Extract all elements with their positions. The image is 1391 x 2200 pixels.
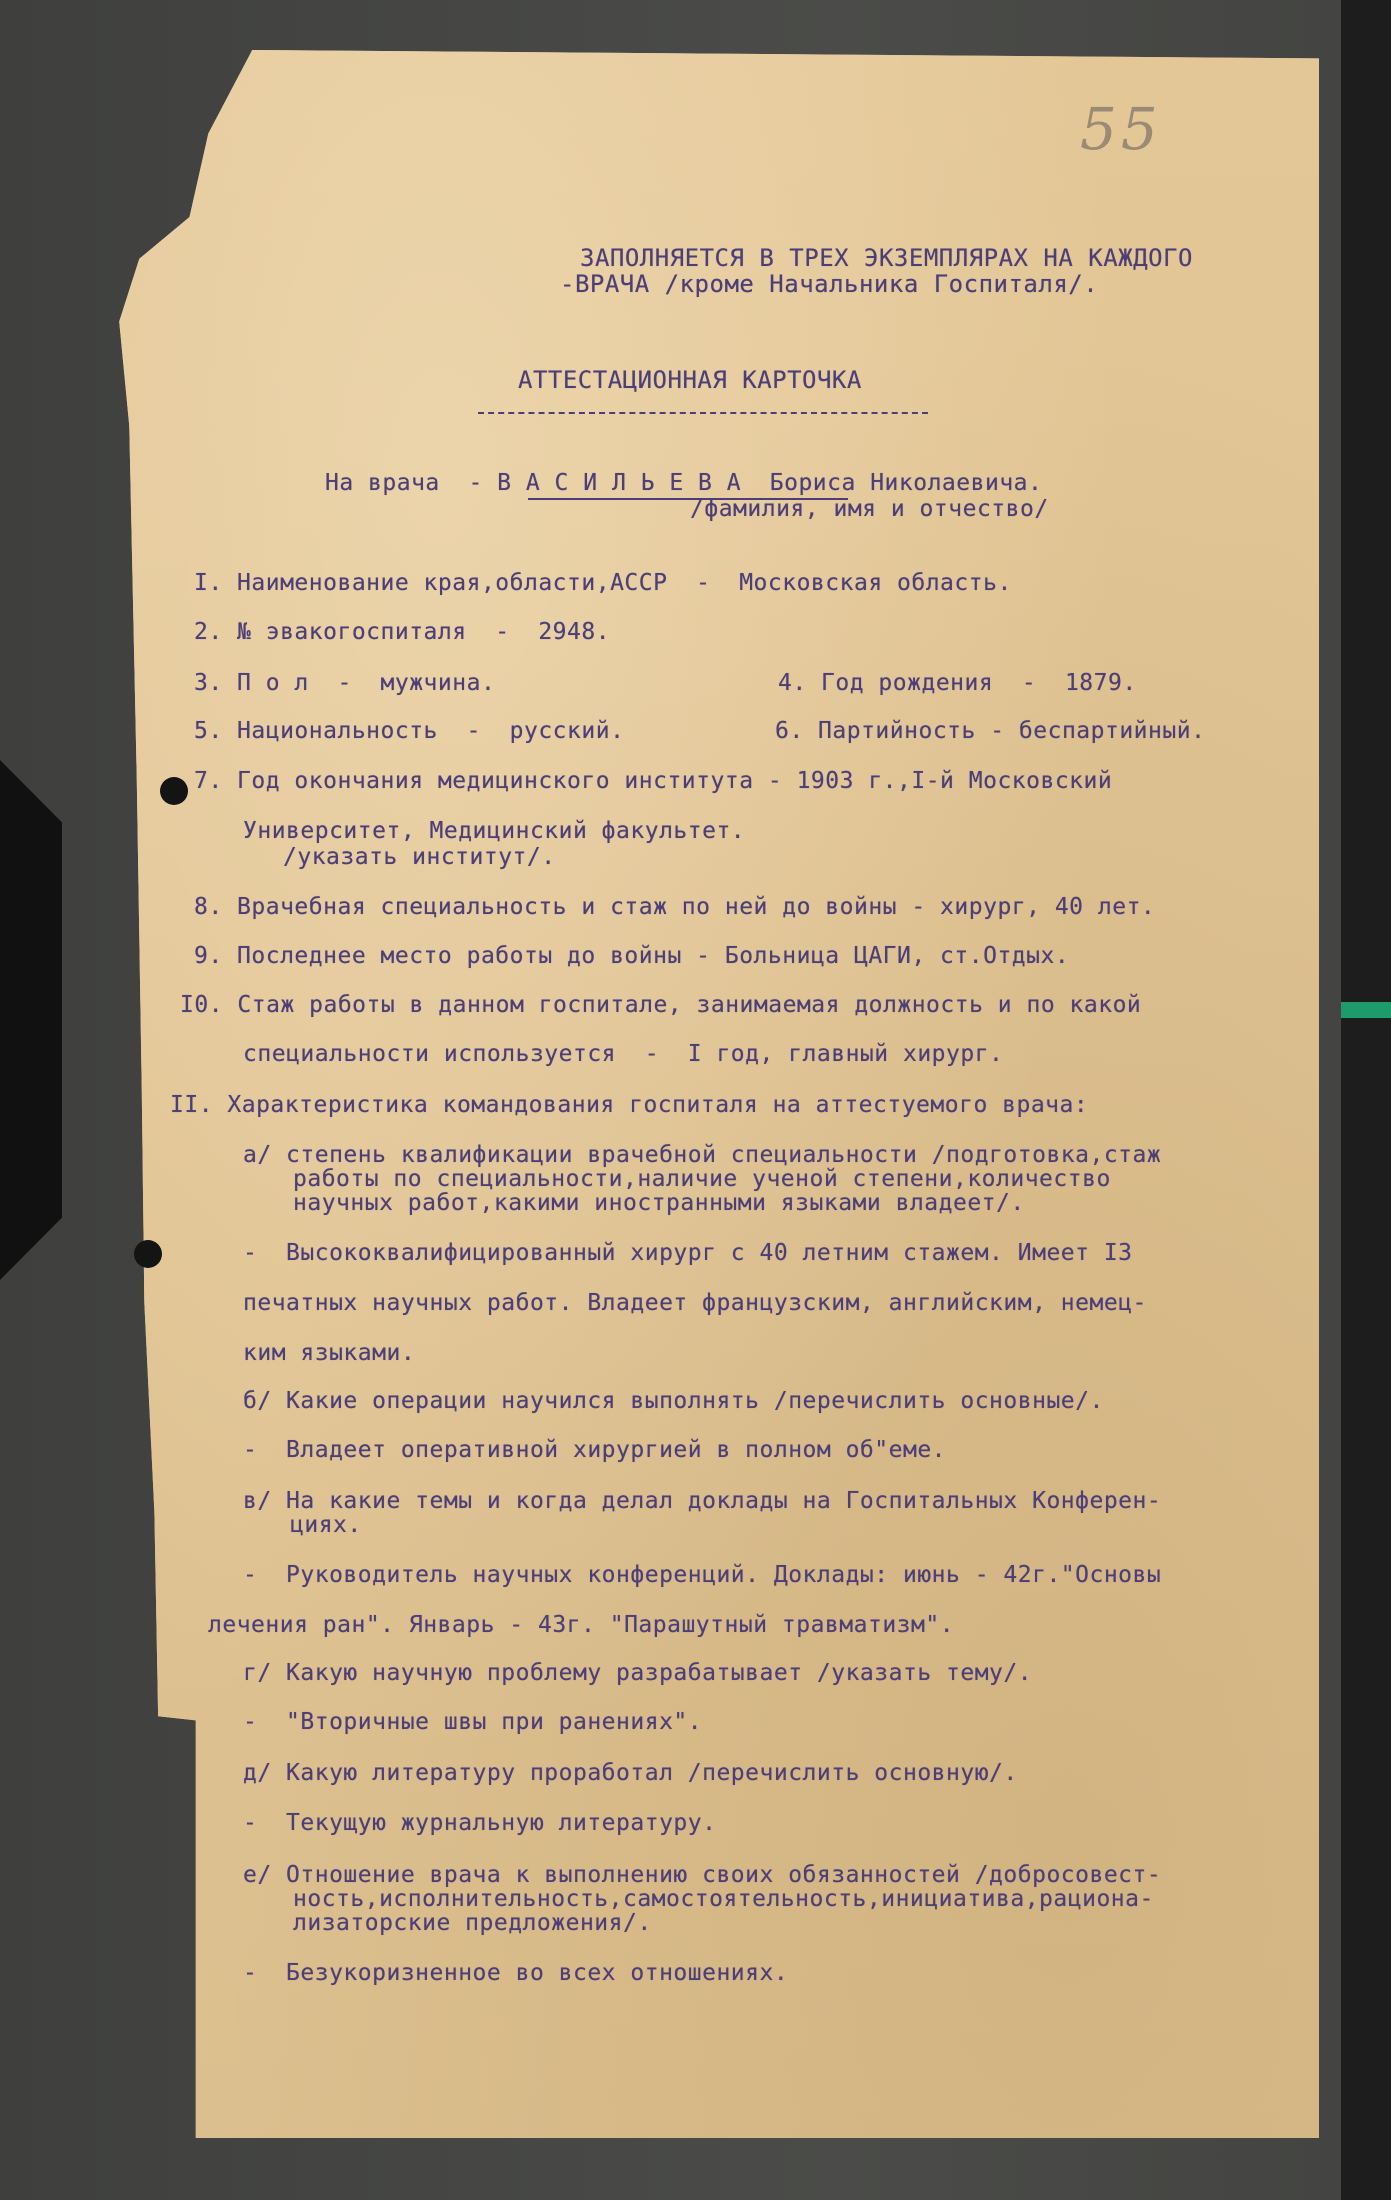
section-v-answer-1: - Руководитель научных конференций. Доклады: июнь - 42г."Основы — [243, 1562, 1162, 1588]
section-b-answer: - Владеет оперативной хирургией в полном об"еме. — [243, 1437, 947, 1463]
item-7-line-2: Университет, Медицинский факультет. — [243, 818, 746, 844]
section-v-line-2: циях. — [290, 1512, 362, 1538]
item-3: 3. П о л - мужчина. — [194, 670, 496, 696]
header-line-2: -ВРАЧА /кроме Начальника Госпиталя/. — [560, 270, 1099, 298]
page-number: 55 — [1080, 95, 1162, 163]
item-4: 4. Год рождения - 1879. — [778, 670, 1137, 696]
section-a-answer-1: - Высококвалифицированный хирург с 40 летним стажем. Имеет I3 — [243, 1240, 1133, 1266]
section-a-answer-2: печатных научных работ. Владеет французским, английским, немец- — [243, 1290, 1147, 1316]
document-title: АТТЕСТАЦИОННАЯ КАРТОЧКА — [518, 366, 862, 394]
item-11: II. Характеристика командования госпиталя на аттестуемого врача: — [170, 1092, 1089, 1118]
punch-hole-top — [160, 777, 188, 805]
scanner-marker — [1341, 1002, 1391, 1018]
section-e-line-1: е/ Отношение врача к выполнению своих обязанностей /добросовест- — [243, 1862, 1162, 1888]
section-g-question: г/ Какую научную проблему разрабатывает /указать тему/. — [243, 1660, 1033, 1686]
section-e-answer: - Безукоризненное во всех отношениях. — [243, 1960, 789, 1986]
title-underline — [478, 412, 928, 414]
item-7-line-1: 7. Год окончания медицинского института - 1903 г.,I-й Московский — [194, 768, 1113, 794]
item-7-caption: /указать институт/. — [283, 844, 556, 870]
section-e-line-3: лизаторские предложения/. — [293, 1910, 652, 1936]
section-a-answer-3: ким языками. — [243, 1340, 416, 1366]
section-e-line-2: ность,исполнительность,самостоятельность,инициатива,рациона- — [293, 1886, 1154, 1912]
section-a-line-2: работы по специальности,наличие ученой степени,количество — [293, 1166, 1111, 1192]
section-a-line-1: а/ степень квалификации врачебной специальности /подготовка,стаж — [243, 1142, 1162, 1168]
item-10-line-2: специальности используется - I год, главный хирург. — [243, 1041, 1004, 1067]
item-8: 8. Врачебная специальность и стаж по ней до войны - хирург, 40 лет. — [194, 894, 1156, 920]
section-d-answer: - Текущую журнальную литературу. — [243, 1810, 717, 1836]
section-b-question: б/ Какие операции научился выполнять /перечислить основные/. — [243, 1388, 1104, 1414]
scanner-shadow — [0, 760, 62, 1280]
item-1: I. Наименование края,области,АССР - Московская область. — [194, 570, 1012, 596]
doctor-name-caption: /фамилия, имя и отчество/ — [690, 496, 1049, 522]
doctor-name-line: На врача - В А С И Л Ь Е В А Бориса Николаевича. — [325, 470, 1043, 496]
punch-hole-bottom — [134, 1240, 162, 1268]
section-a-line-3: научных работ,какими иностранными языками владеет/. — [293, 1190, 1025, 1216]
section-g-answer: - "Вторичные швы при ранениях". — [243, 1709, 703, 1735]
item-6: 6. Партийность - беспартийный. — [775, 718, 1206, 744]
section-v-line-1: в/ На какие темы и когда делал доклады на Госпитальных Конферен- — [243, 1488, 1162, 1514]
scanner-edge-strip — [1341, 0, 1391, 2200]
header-line-1: ЗАПОЛНЯЕТСЯ В ТРЕХ ЭКЗЕМПЛЯРАХ НА КАЖДОГО — [580, 244, 1193, 272]
item-9: 9. Последнее место работы до войны - Больница ЦАГИ, ст.Отдых. — [194, 943, 1070, 969]
item-10-line-1: I0. Стаж работы в данном госпитале, занимаемая должность и по какой — [180, 992, 1142, 1018]
item-5: 5. Национальность - русский. — [194, 718, 625, 744]
section-d-question: д/ Какую литературу проработал /перечислить основную/. — [243, 1760, 1018, 1786]
section-v-answer-2: лечения ран". Январь - 43г. "Парашутный травматизм". — [208, 1612, 955, 1638]
item-2: 2. № эвакогоспиталя - 2948. — [194, 619, 611, 645]
